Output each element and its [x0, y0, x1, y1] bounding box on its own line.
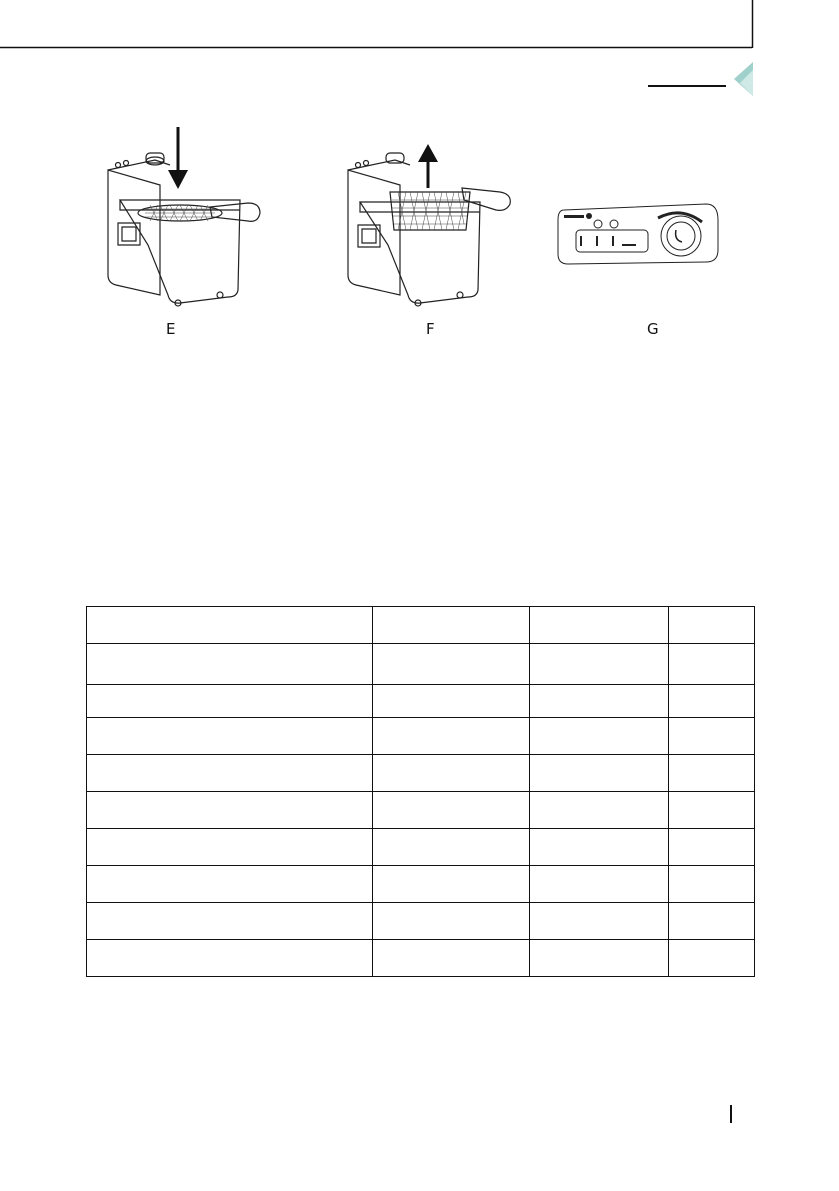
- table-cell: [530, 718, 669, 755]
- table-cell: [530, 829, 669, 866]
- table-cell: [530, 792, 669, 829]
- table-row: [87, 607, 755, 644]
- accent-triangle-icon: [734, 62, 753, 96]
- figure-f-illustration: [340, 140, 520, 310]
- table-cell: [373, 829, 530, 866]
- table-cell: [87, 644, 373, 685]
- table-cell: [669, 607, 755, 644]
- table-row: [87, 644, 755, 685]
- table-cell: [87, 829, 373, 866]
- figure-g-label: G: [647, 320, 660, 338]
- table-cell: [669, 685, 755, 718]
- table-cell: [373, 903, 530, 940]
- table-row: [87, 755, 755, 792]
- table-row: [87, 685, 755, 718]
- table-cell: [530, 607, 669, 644]
- table-cell: [669, 644, 755, 685]
- table-cell: [87, 755, 373, 792]
- cooking-table-body: [87, 607, 755, 977]
- table-cell: [669, 866, 755, 903]
- up-arrow-icon: [418, 144, 438, 188]
- table-cell: [373, 792, 530, 829]
- cooking-table: [86, 606, 755, 977]
- table-cell: [530, 644, 669, 685]
- down-arrow-icon: [168, 127, 188, 189]
- table-row: [87, 903, 755, 940]
- table-cell: [373, 718, 530, 755]
- table-cell: [87, 866, 373, 903]
- table-cell: [530, 866, 669, 903]
- page-number-marker: [730, 1105, 732, 1123]
- figure-e-illustration: [100, 125, 270, 310]
- table-row: [87, 718, 755, 755]
- table-cell: [669, 903, 755, 940]
- table-cell: [373, 940, 530, 977]
- table-cell: [373, 685, 530, 718]
- table-cell: [87, 792, 373, 829]
- table-cell: [373, 644, 530, 685]
- table-row: [87, 866, 755, 903]
- table-row: [87, 829, 755, 866]
- table-cell: [669, 940, 755, 977]
- table-cell: [669, 792, 755, 829]
- table-cell: [530, 685, 669, 718]
- table-cell: [373, 866, 530, 903]
- table-cell: [373, 607, 530, 644]
- table-cell: [669, 755, 755, 792]
- table-cell: [87, 685, 373, 718]
- figure-f-label: F: [426, 320, 436, 338]
- table-cell: [87, 607, 373, 644]
- table-cell: [373, 755, 530, 792]
- table-cell: [669, 829, 755, 866]
- table-cell: [87, 718, 373, 755]
- table-row: [87, 940, 755, 977]
- figure-e-label: E: [166, 320, 177, 338]
- table-cell: [530, 755, 669, 792]
- figure-g-illustration: [556, 200, 722, 270]
- table-cell: [669, 718, 755, 755]
- table-cell: [87, 940, 373, 977]
- table-cell: [530, 940, 669, 977]
- table-cell: [87, 903, 373, 940]
- table-row: [87, 792, 755, 829]
- page-frame: [0, 0, 839, 120]
- table-cell: [530, 903, 669, 940]
